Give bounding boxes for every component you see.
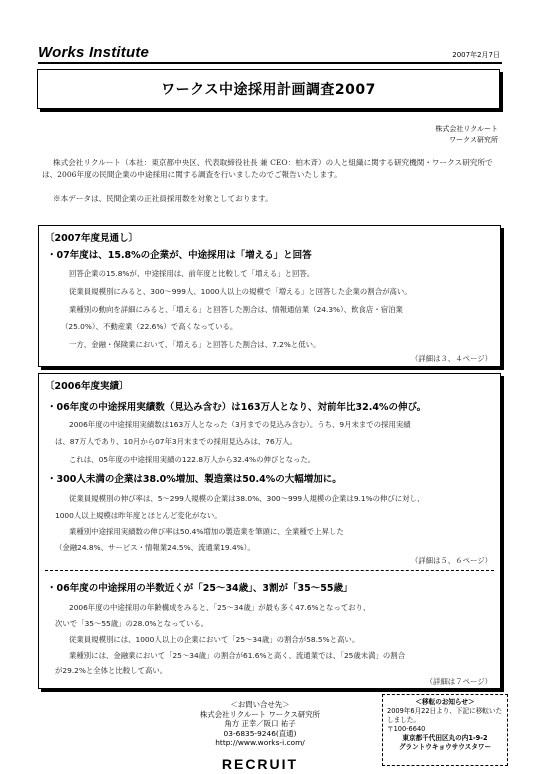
org-company: 株式会社リクルート [435,125,498,133]
headline: ・06年度の中途採用実績数（見込み含む）は163万人となり、対前年比32.4%の伸び。 [47,402,427,413]
body-line: 業種別中途採用実績数の伸び率は50.4%増加の製造業を筆頭に、全業種で上昇した [69,527,344,536]
org-institute: ワークス研究所 [449,136,498,144]
results-2006-box [38,373,501,689]
headline: ・06年度の中途採用の半数近くが「25～34歳」、3割が「35～55歳」 [47,583,353,594]
title-box [37,69,500,109]
works-institute-logo: Works Institute [38,44,150,61]
body-line: 従業員規模別にみると、300～999人、1000人以上の規模で「増える」と回答した企業の割合が高い。 [69,287,412,296]
body-line: 業種別の動向を詳細にみると、「増える」と回答した割合は、情報通信業（24.3%）、飲食店・宿泊業 [69,305,403,314]
intro-paragraph: 株式会社リクルート（本社：東京都中央区、代表取締役社長 兼 CEO：柏木斉）の人と組織に関する研究機関・ワークス研究所では、2006年度の民間企業の中途採用に関する調査を行いましたのでご報告いたします。 [42,158,493,179]
page-reference: （詳細は５、６ページ） [410,556,492,565]
body-line: 回答企業の15.8%が、中途採用は、前年度と比較して「増える」と回答。 [69,269,315,278]
body-line: 2006年度の中途採用実績数は163万人となった（3月までの見込み含む）。うち、9月末までの採用実績 [69,420,411,429]
notice-text: しました。 [387,716,420,724]
contact-url[interactable]: http://www.works-i.com/ [215,738,305,748]
body-line: これは、05年度の中途採用実績の122.8万人から32.4%の伸びとなった。 [69,455,316,464]
body-line: が29.2%と全体と比較して高い。 [55,666,168,675]
section-heading: 〔2006年度実績〕 [45,381,129,392]
notice-zip: 〒100-6640 [387,725,426,733]
notice-address: 東京都千代田区丸の内1-9-2 [402,734,488,742]
contact-phone: 03-6835-9246(直通) [223,728,297,738]
body-line: 一方、金融・保険業において、「増える」と回答した割合は、7.2%と低い。 [69,340,321,349]
body-line: 従業員規模別の伸び率は、5～299人規模の企業は38.0%、300～999人規模の企業は9.1%の伸びに対し、 [69,494,425,503]
body-line: 次いで「35～55歳」の28.0%となっている。 [55,619,209,628]
contact-title: ＜お問い合せ先＞ [230,700,290,709]
body-line: 従業員規模別には、1000人以上の企業において「25～34歳」の割合が58.5%と高い。 [69,635,360,644]
contact-names: 角方 正幸／阪口 祐子 [224,719,296,729]
contact-org: 株式会社リクルート ワークス研究所 [199,709,321,719]
intro-note: ※本データは、民間企業の正社員採用数を対象としております。 [53,194,273,203]
headline: ・300人未満の企業は38.0%増加、製造業は50.4%の大幅増加に。 [47,474,342,485]
notice-text: 2009年6月22日より、下記に移転いた [387,707,503,715]
body-line: （25.0%）、不動産業（22.6%）で高くなっている。 [61,322,238,331]
body-line: 業種別には、金融業において「25～34歳」の割合が61.6%と高く、流通業では、「25歳未満」の割合 [69,651,406,660]
release-date: 2007年2月7日 [452,51,500,59]
body-line: 2006年度の中途採用の年齢構成をみると、「25～34歳」が最も多く47.6%となっており、 [69,603,371,612]
notice-building: グラントウキョウサウスタワー [398,743,492,751]
document-title: ワークス中途採用計画調査2007 [161,82,376,98]
header-rule [38,62,502,64]
dashed-divider [45,570,494,571]
contact-block [140,700,380,748]
page-reference: （詳細は７ページ） [425,677,492,686]
recruit-logo: RECRUIT [221,756,299,772]
body-line: 1000人以上規模は昨年度とほとんど変化がない。 [55,511,222,520]
outlook-2007-box [38,225,501,367]
headline: ・07年度は、15.8%の企業が、中途採用は「増える」と回答 [47,250,312,261]
relocation-notice [382,694,508,766]
notice-title: ＜移転のお知らせ＞ [415,698,475,706]
page-reference: （詳細は３、４ページ） [410,354,492,363]
body-line: （金融24.8%、サービス・情報業24.5%、流通業19.4%）。 [55,543,255,552]
section-heading: 〔2007年度見通し〕 [45,233,138,244]
body-line: は、87万人であり、10月から07年3月末までの採用見込みは、76万人。 [55,437,297,446]
